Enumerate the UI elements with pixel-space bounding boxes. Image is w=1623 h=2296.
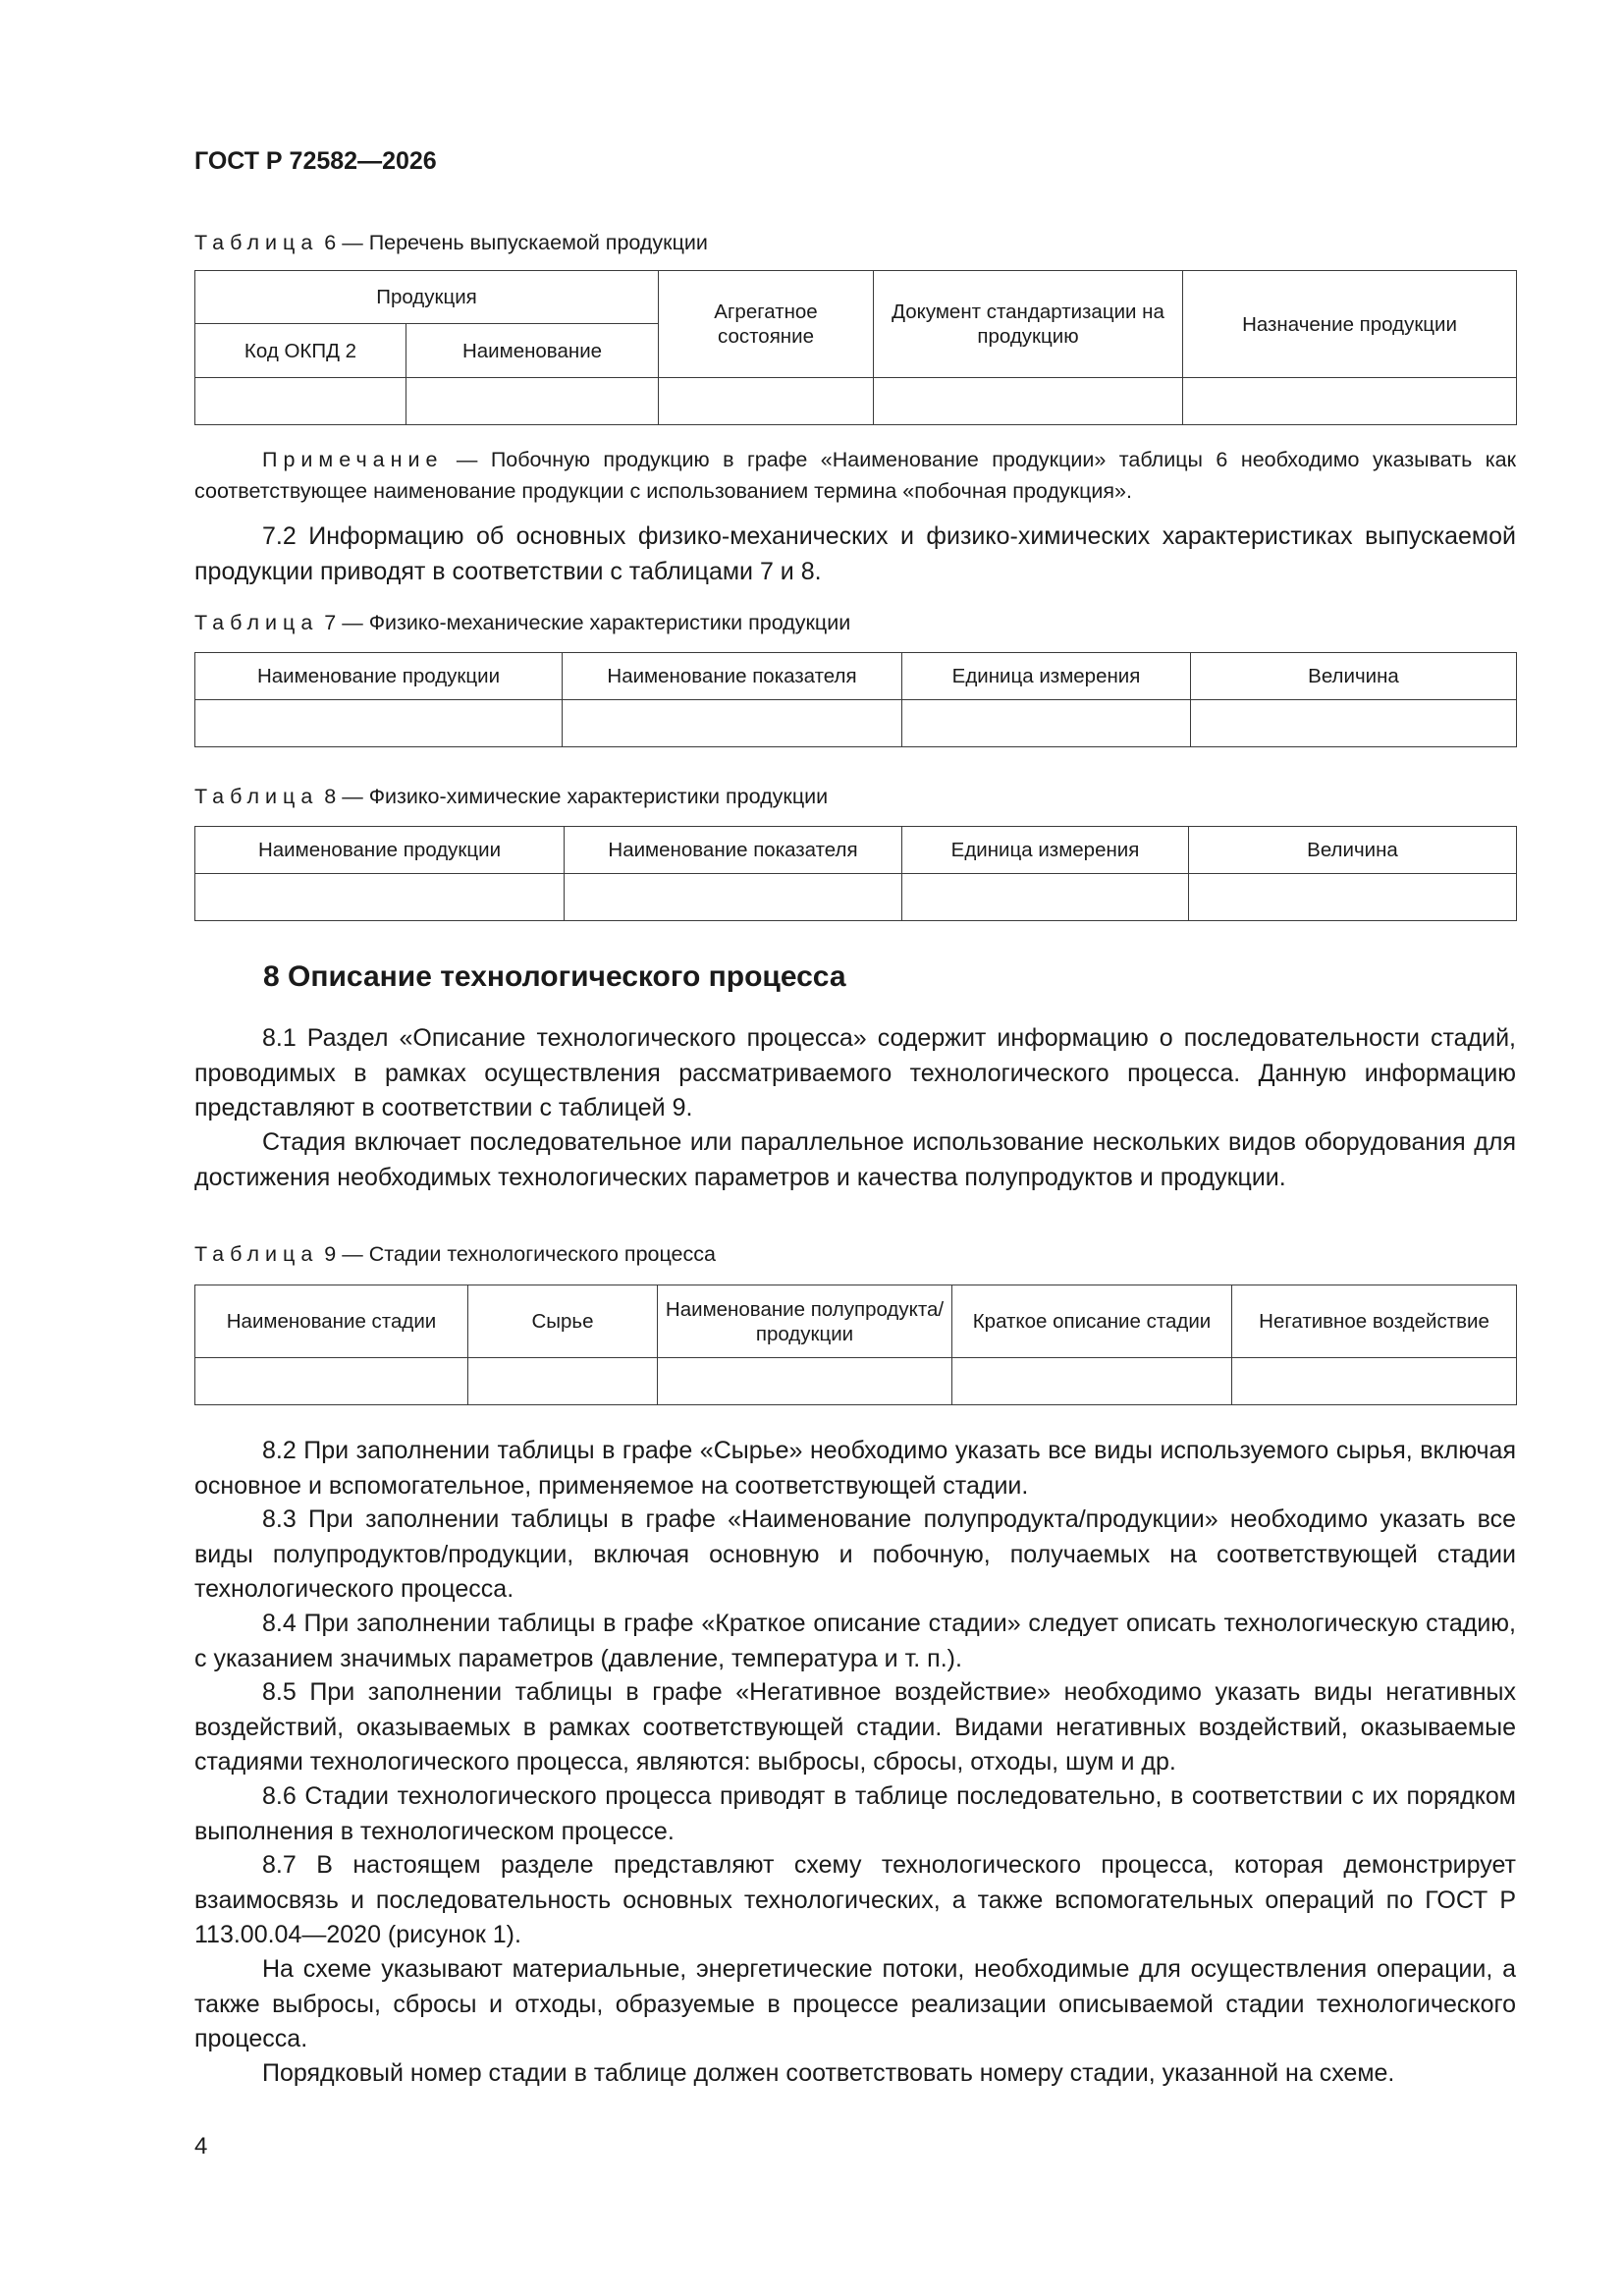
table8-caption-text: 8 — Физико-химические характеристики продукции	[318, 785, 829, 808]
table6-header-doc: Документ стандартизации на продукцию	[874, 271, 1183, 378]
table-cell	[902, 700, 1191, 747]
table-cell	[658, 1358, 952, 1405]
table7-physico-mechanical	[194, 652, 1517, 747]
table-cell	[1183, 378, 1517, 425]
table9-caption-text: 9 — Стадии технологического процесса	[318, 1242, 716, 1266]
table8-header-indicator: Наименование показателя	[565, 827, 902, 874]
table8-header-value: Величина	[1189, 827, 1517, 874]
table6-caption-word: Таблица	[194, 231, 319, 254]
table7-caption-text: 7 — Физико-механические характеристики продукции	[318, 611, 851, 634]
table-cell	[406, 378, 659, 425]
table9-process-stages	[194, 1285, 1517, 1405]
note-label: Примечание	[262, 448, 444, 471]
table-cell	[195, 378, 406, 425]
table-cell	[1189, 874, 1517, 921]
paragraph-8-3: 8.3 При заполнении таблицы в графе «Наименование полупродукта/продукции» необходимо указать все виды полупродуктов/продукции, включая основную и побочную, получаемых на соответствующей стадии технологического процесса.	[194, 1505, 1516, 1603]
table8-header-unit: Единица измерения	[902, 827, 1189, 874]
table9-header-impact: Негативное воздействие	[1232, 1285, 1517, 1358]
table6-caption-text: 6 — Перечень выпускаемой продукции	[318, 231, 708, 254]
table-cell	[902, 874, 1189, 921]
table-cell	[1232, 1358, 1517, 1405]
table-cell	[195, 700, 563, 747]
paragraph-8-2: 8.2 При заполнении таблицы в графе «Сырье» необходимо указать все виды используемого сырья, включая основное и вспомогательное, применяемое на соответствующей стадии.	[194, 1437, 1516, 1500]
table-cell	[1191, 700, 1517, 747]
paragraph-8-4: 8.4 При заполнении таблицы в графе «Краткое описание стадии» следует описать технологическую стадию, с указанием значимых параметров (давление, температура и т. п.).	[194, 1610, 1516, 1672]
table-row	[195, 378, 1517, 425]
table-row	[195, 700, 1517, 747]
table-row	[195, 874, 1517, 921]
table-cell	[565, 874, 902, 921]
table6-header-name: Наименование	[406, 324, 659, 378]
table-cell	[195, 1358, 468, 1405]
table6-header-state: Агрегатное состояние	[659, 271, 874, 378]
paragraph-8-5: 8.5 При заполнении таблицы в графе «Негативное воздействие» необходимо указать виды негативных воздействий, оказываемых в рамках соответствующей стадии. Видами негативных воздействий, оказываемые стадиями технологического процесса, являются: выбросы, сбросы, отходы, шум и др.	[194, 1678, 1516, 1776]
table-cell	[874, 378, 1183, 425]
table-cell	[563, 700, 902, 747]
table7-header-indicator: Наименование показателя	[563, 653, 902, 700]
table6-product-list	[194, 270, 1517, 425]
paragraph-8-7: 8.7 В настоящем разделе представляют схему технологического процесса, которая демонстрирует взаимосвязь и последовательность основных технологических, а также вспомогательных операций по ГОСТ Р 113.00.04—2020 (рисунок 1).	[194, 1851, 1516, 1948]
table9-header-description: Краткое описание стадии	[952, 1285, 1232, 1358]
table9-header-stage: Наименование стадии	[195, 1285, 468, 1358]
table6-caption	[194, 231, 708, 255]
paragraph-8-1-stage: Стадия включает последовательное или параллельное использование нескольких видов оборудования для достижения необходимых технологических параметров и качества полупродуктов и продукции.	[194, 1128, 1516, 1191]
table8-caption	[194, 785, 828, 809]
table-cell	[195, 874, 565, 921]
document-code-header: ГОСТ Р 72582—2026	[194, 147, 437, 175]
table8-header-product: Наименование продукции	[195, 827, 565, 874]
table6-note	[194, 444, 1516, 507]
note-text: — Побочную продукцию в графе «Наименование продукции» таблицы 6 необходимо указывать как соответствующее наименование продукции с использованием термина «побочная продукция».	[194, 448, 1516, 503]
paragraph-8-7-scheme: На схеме указывают материальные, энергетические потоки, необходимые для осуществления операции, а также выбросы, сбросы и отходы, образуемые в процессе реализации описываемой стадии технологического процесса.	[194, 1955, 1516, 2052]
table6-header-code: Код ОКПД 2	[195, 324, 406, 378]
table-cell	[659, 378, 874, 425]
paragraph-8-6: 8.6 Стадии технологического процесса приводят в таблице последовательно, в соответствии с их порядком выполнения в технологическом процессе.	[194, 1782, 1516, 1845]
table8-physico-chemical	[194, 826, 1517, 921]
table8-caption-word: Таблица	[194, 785, 319, 808]
table7-header-value: Величина	[1191, 653, 1517, 700]
paragraph-8-1: 8.1 Раздел «Описание технологического процесса» содержит информацию о последовательности стадий, проводимых в рамках осуществления рассматриваемого технологического процесса. Данную информацию представляют в соответствии с таблицей 9.	[194, 1024, 1516, 1121]
table6-header-purpose: Назначение продукции	[1183, 271, 1517, 378]
section-8-title: 8 Описание технологического процесса	[263, 960, 846, 993]
table7-caption	[194, 611, 850, 635]
table9-header-raw: Сырье	[468, 1285, 658, 1358]
table9-header-intermediate: Наименование полупродукта/ продукции	[658, 1285, 952, 1358]
table7-caption-word: Таблица	[194, 611, 319, 634]
table9-caption	[194, 1242, 716, 1267]
page-number: 4	[194, 2133, 208, 2159]
table9-caption-word: Таблица	[194, 1242, 319, 1266]
table6-header-group: Продукция	[195, 271, 659, 324]
table-row	[195, 1358, 1517, 1405]
paragraph-7-2: 7.2 Информацию об основных физико-механических и физико-химических характеристиках выпускаемой продукции приводят в соответствии с таблицами 7 и 8.	[194, 522, 1516, 585]
table-cell	[468, 1358, 658, 1405]
table7-header-product: Наименование продукции	[195, 653, 563, 700]
table-cell	[952, 1358, 1232, 1405]
table7-header-unit: Единица измерения	[902, 653, 1191, 700]
paragraph-8-7-numbering: Порядковый номер стадии в таблице должен соответствовать номеру стадии, указанной на схеме.	[262, 2059, 1395, 2087]
